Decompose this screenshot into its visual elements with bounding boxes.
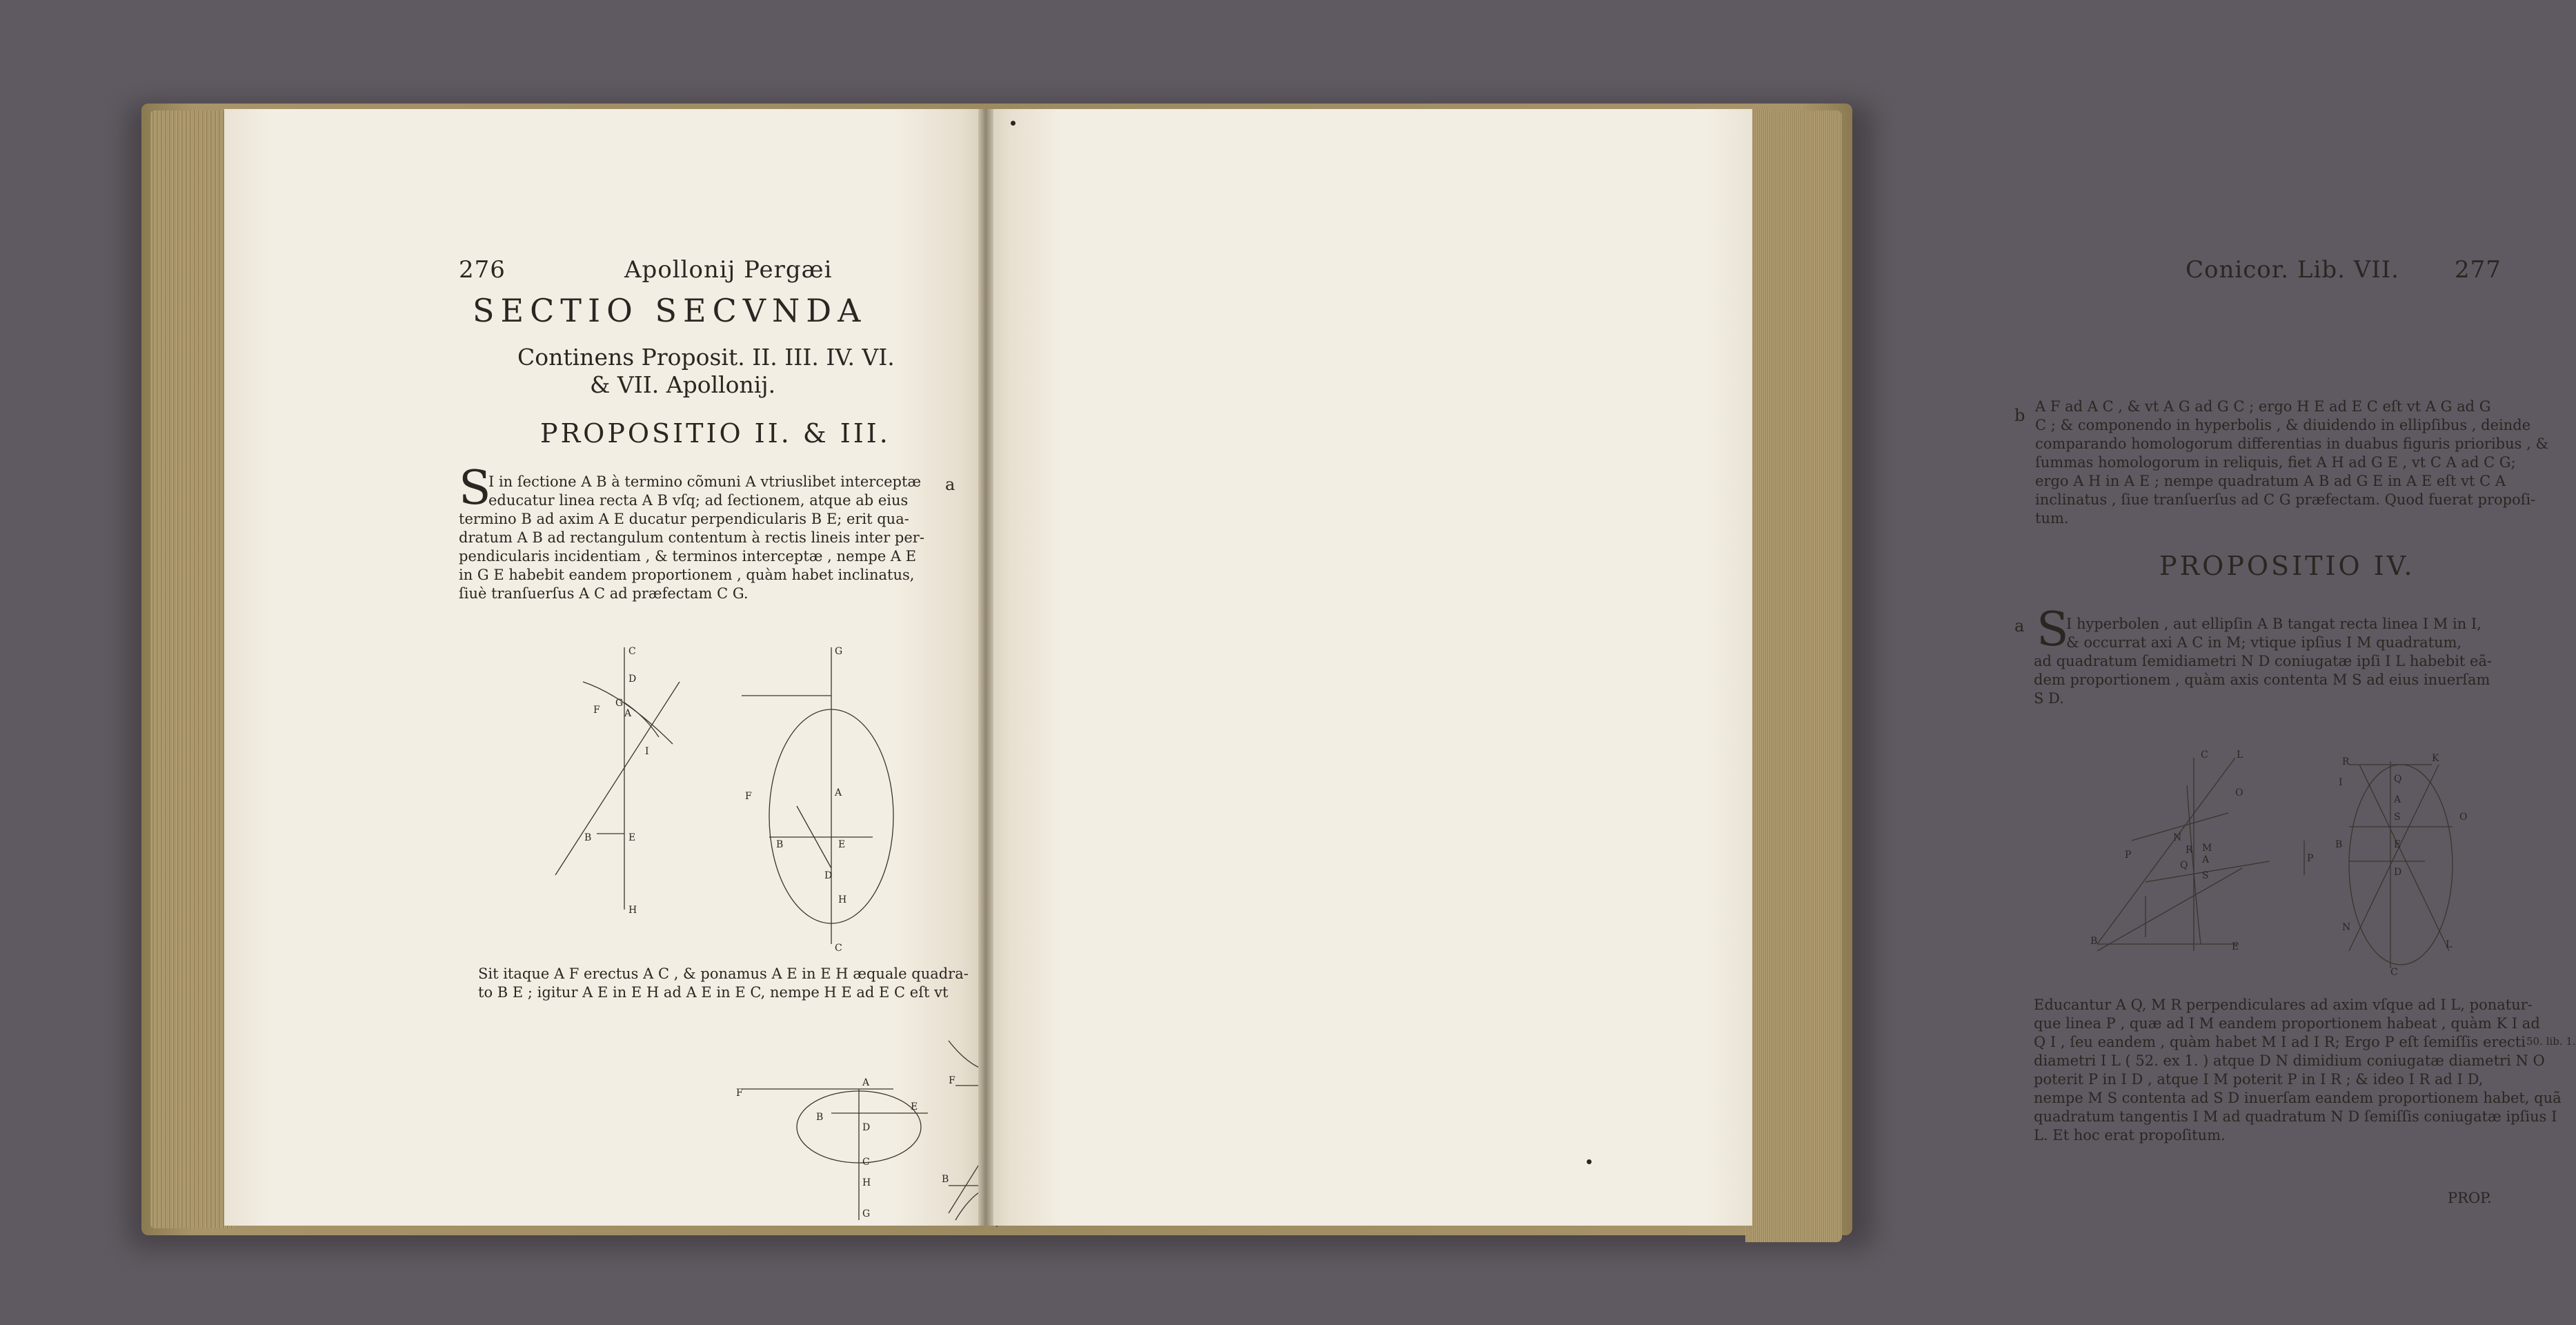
fig6-label: E — [2394, 839, 2401, 850]
paragraph-line: que linea P , quæ ad I M eandem proportionem habeat , quàm K I ad — [2034, 1015, 2540, 1032]
paragraph — [2066, 615, 2481, 652]
fig3-label: B — [816, 1112, 824, 1123]
right-page-edges — [1745, 110, 1842, 1242]
fig6-label: D — [2394, 867, 2402, 878]
fig5-label: R — [2186, 845, 2193, 856]
paragraph-line: termino B ad axim A E ducatur perpendicularis B E; erit qua- — [459, 511, 909, 527]
paragraph-line: Q I , ſeu eandem , quàm habet M I ad I R; Ergo P eſt ſemiſſis erecti — [2034, 1034, 2526, 1050]
paragraph-line: C ; & componendo in hyperbolis , & diuidendo in ellipſibus , deinde — [2035, 417, 2531, 433]
paragraph-line: S D. — [2034, 690, 2064, 707]
fig1-label: G — [615, 698, 624, 709]
fig2-label: E — [838, 839, 846, 850]
fig5-label: E — [2232, 941, 2239, 952]
fig5-label: O — [2235, 787, 2243, 798]
fig1-label: F — [593, 705, 600, 716]
catchword: PROP. — [2448, 1190, 2492, 1206]
fig6-label: Q — [2394, 774, 2402, 785]
section-title: SECTIO SECVNDA — [473, 292, 867, 329]
paragraph-line: A F ad A C , & vt A G ad G C ; ergo H E ad E C eſt vt A G ad G — [2035, 398, 2491, 415]
margin-note-a: a — [2014, 616, 2025, 636]
fig3-label: A — [862, 1077, 870, 1088]
paragraph-line: ſummas homologorum in reliquis, fiet A H ad G E , vt C A ad C G; — [2035, 454, 2516, 471]
proposition-title-iv: PROPOSITIO IV. — [2159, 551, 2415, 581]
fig2-label: H — [838, 894, 847, 905]
paragraph-line: pendicularis incidentiam , & terminos interceptæ , nempe A E — [459, 548, 917, 565]
fig6-label: S — [2394, 812, 2401, 823]
paragraph-line: Educantur A Q, M R perpendiculares ad axim vſque ad I L, ponatur- — [2034, 997, 2533, 1013]
left-page-number: 276 — [459, 256, 506, 284]
fig3-label: D — [862, 1122, 871, 1133]
fig3-label: C — [862, 1157, 870, 1168]
paragraph-2 — [2034, 996, 2562, 1145]
fig3-label: E — [911, 1101, 918, 1112]
fig6-label: O — [2459, 812, 2468, 823]
fig2-label: F — [745, 791, 752, 802]
fig6-label: B — [2335, 839, 2343, 850]
paragraph-line: in G E habebit eandem proportionem , quàm habet inclinatus, — [459, 567, 915, 583]
fig6-label: C — [2390, 967, 2398, 978]
paragraph-line: educatur linea recta A B vſq; ad ſectionem, atque ab eius — [488, 492, 909, 509]
figure-ellipse-1 — [728, 640, 880, 958]
right-running-head: Conicor. Lib. VII. — [2186, 256, 2399, 284]
fig1-label: D — [628, 674, 637, 685]
fig2-label: G — [835, 646, 843, 657]
figure-ellipse-3 — [2321, 751, 2473, 979]
ink-spot — [1011, 121, 1015, 126]
fig5-label: S — [2202, 870, 2209, 881]
paragraph-line: nempe M S contenta ad S D inuerſam eandem proportionem habet, quã — [2034, 1090, 2562, 1106]
margin-note-b: b — [2014, 406, 2025, 425]
paragraph-line: ergo A H in A E ; nempe quadratum A B ad G E in A E eſt vt C A — [2035, 473, 2506, 489]
book-gutter — [978, 109, 993, 1226]
paragraph-line: diametri I L ( 52. ex 1. ) atque D N dimidium coniugatæ diametri N O — [2034, 1052, 2545, 1069]
right-page-number: 277 — [2455, 256, 2501, 284]
fig1-label: E — [628, 832, 636, 843]
right-page — [987, 109, 2576, 1226]
fig6-label: L — [2446, 939, 2453, 950]
ink-spot — [1587, 1159, 1592, 1164]
fig3-label: F — [736, 1088, 743, 1099]
paragraph-line: inclinatus , ſiue tranſuerſus ad C G præfectam. Quod fuerat propoſi- — [2035, 491, 2536, 508]
fig6-label: A — [2394, 794, 2401, 805]
paragraph-line: & occurrat axi A C in M; vtique ipſius I M quadratum, — [2066, 634, 2462, 651]
fig5-label: Q — [2180, 860, 2188, 871]
paragraph-line: poterit P in I D , atque I M poterit P in I R ; & ideo I R ad I D, — [2034, 1071, 2484, 1088]
fig2-label: D — [824, 870, 833, 881]
dropcap: S — [2037, 602, 2069, 657]
fig-p-label: P — [2307, 853, 2314, 864]
paragraph — [488, 491, 908, 510]
fig3-label: G — [862, 1208, 871, 1219]
fig6-label: R — [2342, 756, 2350, 767]
fig5-label: B — [2090, 936, 2098, 947]
paragraph-line: dem proportionem , quàm axis contenta M S ad eius inuerſam — [2034, 671, 2490, 688]
subtitle-line2: & VII. Apollonij. — [590, 371, 776, 398]
margin-note: a — [945, 475, 955, 494]
continued-paragraph — [2035, 398, 2548, 528]
fig4-label: B — [942, 1174, 949, 1185]
dropcap: S — [459, 461, 491, 516]
fig6-label: N — [2342, 922, 2351, 933]
figure-ellipse-2 — [735, 1075, 962, 1227]
fig1-label: H — [628, 905, 637, 916]
fig1-label: I — [645, 746, 649, 757]
left-page-edges — [150, 110, 233, 1228]
paragraph-line: Sit itaque A F erectus A C , & ponamus A E in E H æquale quadra- — [478, 965, 969, 982]
paragraph — [2034, 652, 2492, 708]
paragraph — [488, 473, 921, 491]
fig5-label: C — [2201, 749, 2208, 760]
fig4-label: F — [949, 1075, 955, 1086]
paragraph-line: I hyperbolen , aut ellipſin A B tangat recta linea I M in I, — [2066, 616, 2481, 632]
paragraph-line: ſiuè tranſuerſus A C ad præfectam C G. — [459, 585, 749, 602]
fig2-label: C — [835, 943, 842, 954]
paragraph-line: I in ſectione A B à termino cõmuni A vtriuslibet interceptæ — [488, 473, 922, 490]
fig1-label: A — [624, 708, 632, 719]
fig5-label: P — [2125, 850, 2132, 861]
figure-hyperbola-1 — [542, 634, 693, 923]
fig6-label: I — [2339, 777, 2343, 788]
fig2-label: A — [835, 787, 842, 798]
figure-hyperbola-3 — [2090, 744, 2283, 958]
subtitle-line1: Continens Proposit. II. III. IV. VI. — [517, 344, 895, 371]
paragraph-line: quadratum tangentis I M ad quadratum N D ſemiſſis coniugatæ ipſius I — [2034, 1108, 2557, 1125]
fig2-label: B — [776, 839, 784, 850]
paragraph-line: to B E ; igitur A E in E H ad A E in E C, nempe H E ad E C eſt vt — [478, 984, 949, 1001]
fig3-label: H — [862, 1177, 871, 1188]
paragraph-2 — [478, 965, 969, 1002]
fig5-label: L — [2237, 749, 2243, 760]
paragraph-line: L. Et hoc erat propoſitum. — [2034, 1127, 2226, 1144]
left-page — [224, 109, 983, 1226]
fig6-label: K — [2432, 753, 2439, 764]
paragraph-line: dratum A B ad rectangulum contentum à rectis lineis inter per- — [459, 529, 924, 546]
figure-line-p — [2297, 837, 2318, 879]
paragraph-line: tum. — [2035, 510, 2069, 527]
fig5-label: N — [2173, 832, 2182, 843]
proposition-title: PROPOSITIO II. & III. — [540, 418, 891, 449]
paragraph-line: comparando homologorum differentias in duabus figuris prioribus , & — [2035, 435, 2549, 452]
left-running-head: Apollonij Pergæi — [624, 256, 833, 284]
paragraph — [459, 510, 924, 603]
fig1-label: C — [628, 646, 636, 657]
paragraph-line: ad quadratum ſemidiametri N D coniugatæ ipſi I L habebit eã- — [2034, 653, 2493, 669]
fig1-label: B — [584, 832, 592, 843]
fig5-label: A — [2202, 854, 2210, 865]
fig5-label: M — [2202, 843, 2212, 854]
side-note: 50. lib. 1. — [2526, 1035, 2576, 1048]
